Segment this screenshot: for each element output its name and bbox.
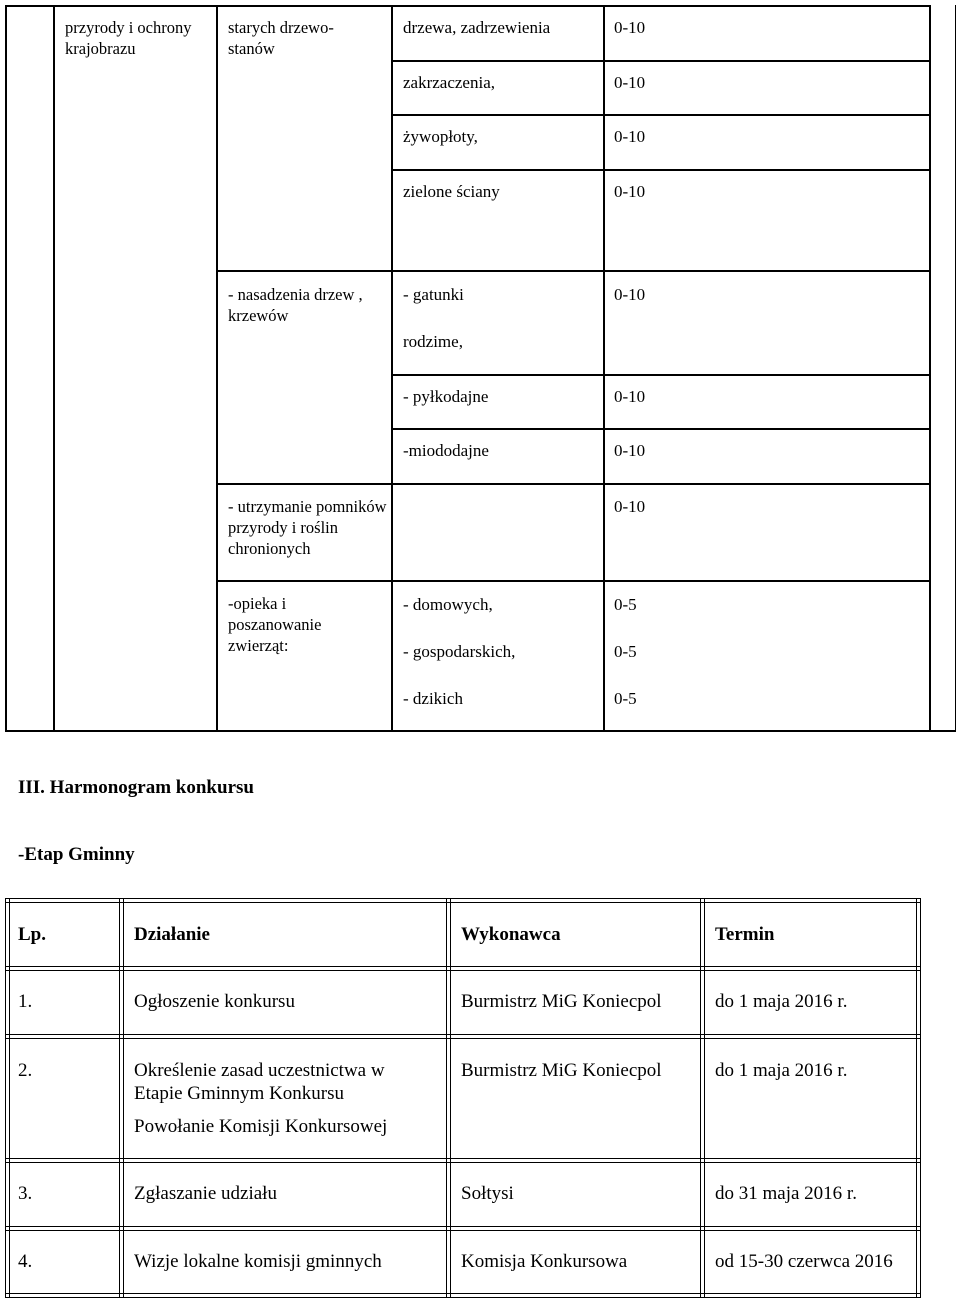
criterion-item: żywopłoty, [403, 127, 478, 146]
row-deadline: od 15-30 czerwca 2016 [715, 1251, 893, 1272]
criterion-item: zielone ściany [403, 182, 500, 201]
planting-label: - nasadzenia drzew , krzewów [228, 285, 363, 325]
criterion-item: drzewa, zadrzewienia [403, 18, 551, 37]
row-divider [5, 1158, 921, 1159]
row-divider [391, 114, 931, 116]
column-header-lp: Lp. [18, 924, 46, 945]
criterion-score: 0-5 [614, 642, 637, 661]
row-divider [216, 270, 931, 272]
table-border [5, 1297, 921, 1298]
row-executor: Komisja Konkursowa [461, 1251, 628, 1272]
row-divider [216, 580, 931, 582]
subcategory-label: starych drzewo-stanów [228, 18, 334, 58]
row-divider [5, 1034, 921, 1035]
column-divider [704, 898, 705, 1298]
criterion-item: -miododajne [403, 441, 489, 460]
criterion-score: 0-10 [614, 387, 646, 406]
column-divider [446, 898, 447, 1298]
criterion-item: - domowych, [403, 595, 493, 614]
column-divider [123, 898, 124, 1298]
table-border [53, 5, 55, 732]
criterion-score: 0-10 [614, 285, 646, 304]
row-divider [5, 1038, 921, 1039]
criterion-score: 0-5 [614, 689, 637, 708]
row-number: 3. [18, 1183, 33, 1204]
row-action-secondary: Powołanie Komisji Konkursowej [134, 1116, 388, 1137]
criterion-score: 0-10 [614, 18, 646, 37]
criterion-score: 0-10 [614, 127, 646, 146]
table-border [5, 5, 7, 732]
row-deadline: do 31 maja 2016 r. [715, 1183, 857, 1204]
table-border [5, 902, 921, 903]
criterion-score: 0-10 [614, 497, 646, 516]
row-action: Zgłaszanie udziału [134, 1183, 277, 1204]
row-executor: Burmistrz MiG Koniecpol [461, 1060, 662, 1081]
row-divider [391, 374, 931, 376]
row-action: Wizje lokalne komisji gminnych [134, 1251, 382, 1272]
table-border [5, 5, 929, 7]
table-border [5, 1293, 921, 1294]
row-divider [391, 169, 931, 171]
criterion-item: zakrzaczenia, [403, 73, 495, 92]
row-deadline: do 1 maja 2016 r. [715, 1060, 848, 1081]
table-border [216, 5, 218, 732]
category-label: przyrody i ochrony krajobrazu [65, 18, 192, 58]
table-border [5, 730, 955, 732]
table-border [955, 5, 956, 732]
column-divider [119, 898, 120, 1298]
row-divider [5, 1162, 921, 1163]
table-border [916, 898, 917, 1298]
row-executor: Burmistrz MiG Koniecpol [461, 991, 662, 1012]
table-border [5, 898, 921, 899]
row-divider [391, 60, 931, 62]
row-number: 1. [18, 991, 33, 1012]
section-subheading: -Etap Gminny [18, 844, 135, 865]
row-number: 2. [18, 1060, 33, 1081]
criterion-item: rodzime, [403, 332, 463, 351]
row-number: 4. [18, 1251, 33, 1272]
row-divider [391, 428, 931, 430]
section-heading: III. Harmonogram konkursu [18, 777, 254, 798]
row-divider [5, 1226, 921, 1227]
row-deadline: do 1 maja 2016 r. [715, 991, 848, 1012]
column-header-deadline: Termin [715, 924, 775, 945]
monuments-label: - utrzymanie pomników przyrody i roślin chronionych [228, 497, 387, 558]
criterion-score: 0-10 [614, 182, 646, 201]
criterion-item: - gospodarskich, [403, 642, 516, 661]
table-border [5, 898, 6, 1298]
column-header-action: Działanie [134, 924, 210, 945]
table-border [920, 898, 921, 1298]
row-action: Ogłoszenie konkursu [134, 991, 295, 1012]
row-divider [5, 966, 921, 967]
criterion-score: 0-5 [614, 595, 637, 614]
animals-label: -opieka i poszanowanie zwierząt: [228, 594, 322, 655]
column-divider [450, 898, 451, 1298]
criterion-score: 0-10 [614, 73, 646, 92]
row-divider [5, 1230, 921, 1231]
criterion-item: - dzikich [403, 689, 463, 708]
row-divider [5, 970, 921, 971]
table-border [9, 898, 10, 1298]
column-divider [700, 898, 701, 1298]
row-action: Określenie zasad uczestnictwa w Etapie Gminnym Konkursu [134, 1060, 385, 1104]
criterion-score: 0-10 [614, 441, 646, 460]
column-header-executor: Wykonawca [461, 924, 561, 945]
row-divider [216, 483, 931, 485]
criterion-item: - gatunki [403, 285, 464, 304]
row-executor: Sołtysi [461, 1183, 514, 1204]
criterion-item: - pyłkodajne [403, 387, 489, 406]
